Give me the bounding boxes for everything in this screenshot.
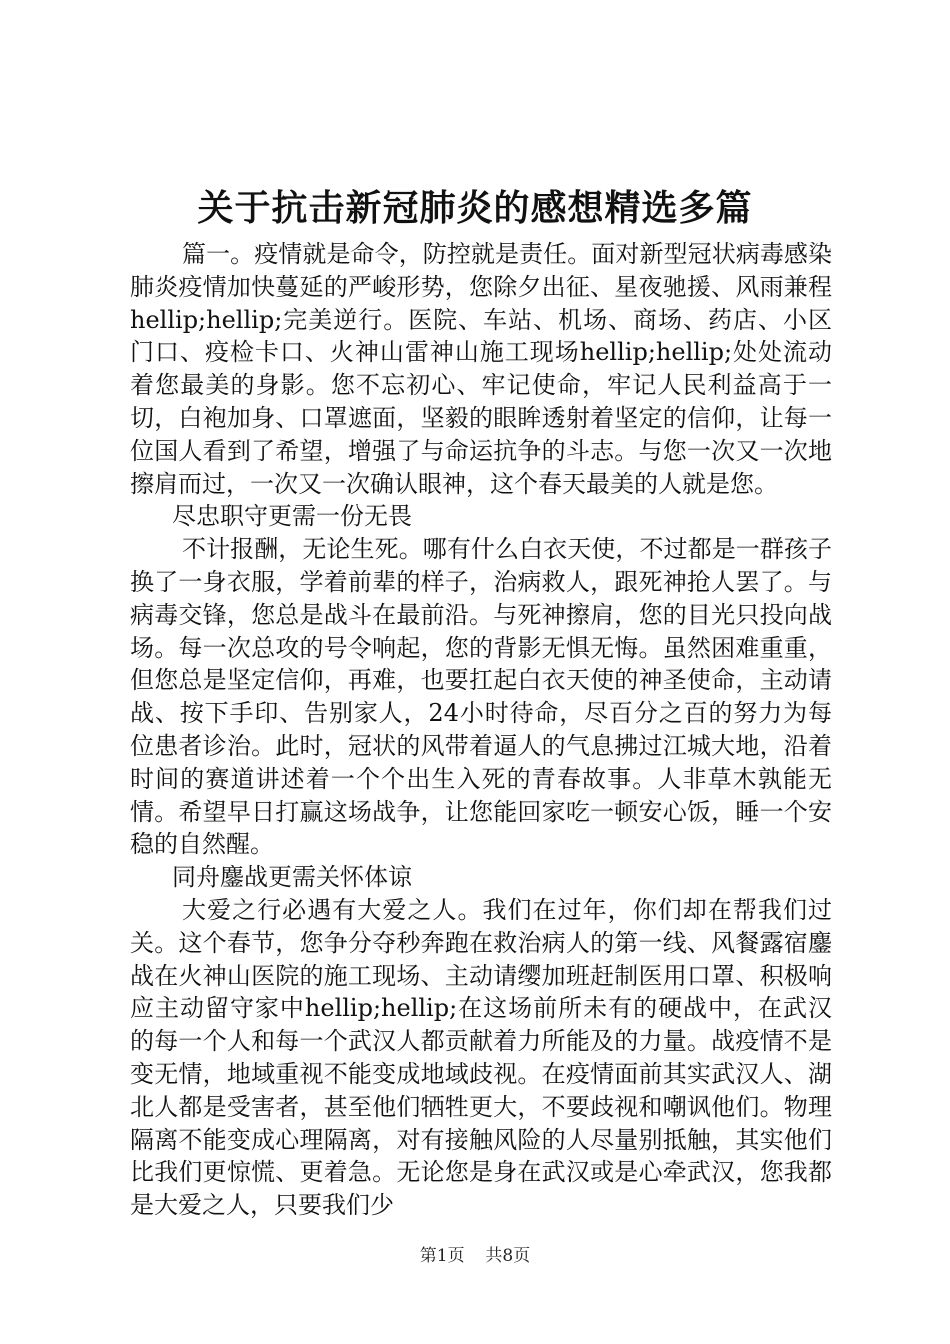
page-total: 共8页 xyxy=(485,1246,531,1266)
section-heading-2: 同舟鏖战更需关怀体谅 xyxy=(172,863,412,892)
page-number: 第1页 xyxy=(419,1246,465,1266)
document-body xyxy=(130,238,832,1222)
paragraph-3: 大爱之行必遇有大爱之人。我们在过年，你们却在帮我们过关。这个春节，您争分夺秒奔跑在救治病人的第一线、风餐露宿鏖战在火神山医院的施工现场、主动请缨加班赶制医用口罩、积极响应主动留守家中hellip;hellip;在这场前所未有的硬战中，在武汉的每一个人和每一个武汉人都贡献着力所能及的力量。战疫情不是变无情，地域重视不能变成地域歧视。在疫情面前其实武汉人、湖北人都是受害者，甚至他们牺牲更大，不要歧视和嘲讽他们。物理隔离不能变成心理隔离，对有接触风险的人尽量别抵触，其实他们比我们更惊慌、更着急。无论您是身在武汉或是心牵武汉，您我都是大爱之人，只要我们少 xyxy=(130,895,832,1220)
document-title: 关于抗击新冠肺炎的感想精选多篇 xyxy=(197,187,753,229)
paragraph-2: 不计报酬，无论生死。哪有什么白衣天使，不过都是一群孩子换了一身衣服，学着前辈的样子，治病救人，跟死神抢人罢了。与病毒交锋，您总是战斗在最前沿。与死神擦肩，您的目光只投向战场。每一次总攻的号令响起，您的背影无惧无悔。虽然困难重重，但您总是坚定信仰，再难，也要扛起白衣天使的神圣使命，主动请战、按下手印、告别家人，24小时待命，尽百分之百的努力为每位患者诊治。此时，冠状的风带着逼人的气息拂过江城大地，沿着时间的赛道讲述着一个个出生入死的青春故事。人非草木孰能无情。希望早日打赢这场战争，让您能回家吃一顿安心饭，睡一个安稳的自然醒。 xyxy=(130,535,832,859)
paragraph-1: 篇一。疫情就是命令，防控就是责任。面对新型冠状病毒感染肺炎疫情加快蔓延的严峻形势，您除夕出征、星夜驰援、风雨兼程hellip;hellip;完美逆行。医院、车站、机场、商场、药店、小区门口、疫检卡口、火神山雷神山施工现场hellip;hellip;处处流动着您最美的身影。您不忘初心、牢记使命，牢记人民利益高于一切，白袍加身、口罩遮面，坚毅的眼眸透射着坚定的信仰，让每一位国人看到了希望，增强了与命运抗争的斗志。与您一次又一次地擦肩而过，一次又一次确认眼神，这个春天最美的人就是您。 xyxy=(130,240,832,498)
section-heading-1: 尽忠职守更需一份无畏 xyxy=(172,502,412,531)
page-footer xyxy=(0,1244,950,1268)
